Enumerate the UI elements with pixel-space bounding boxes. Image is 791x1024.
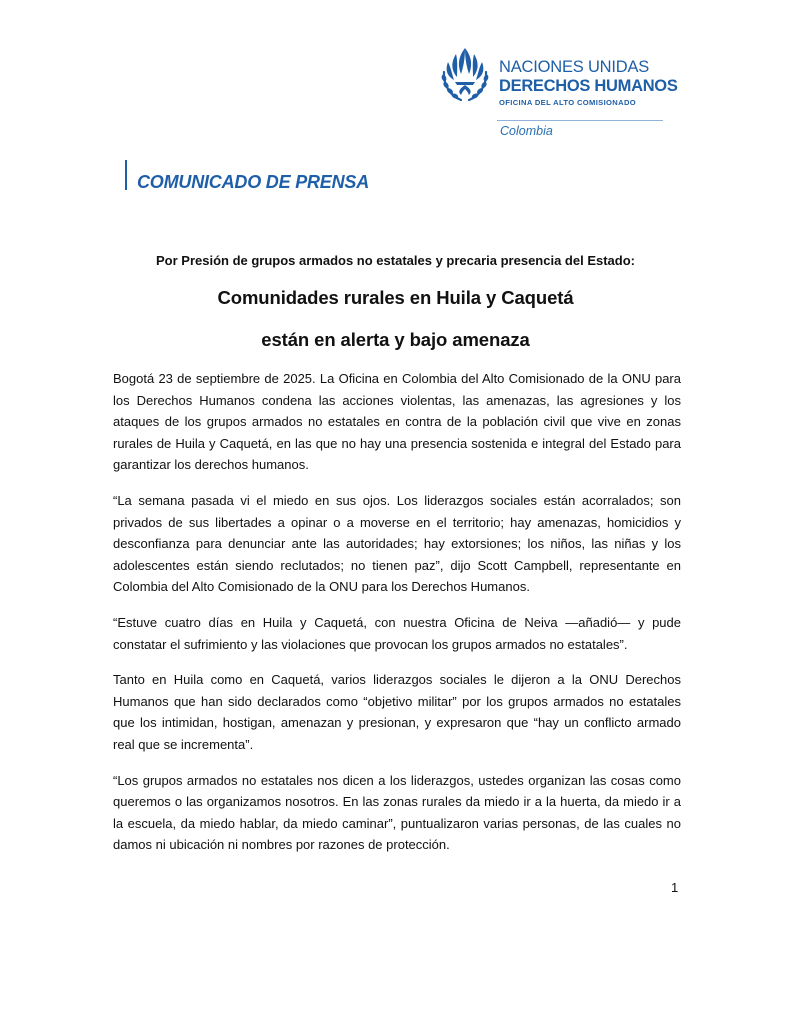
paragraph-2: “La semana pasada vi el miedo en sus ojos. Los liderazgos sociales están acorralados; son privados de sus libertades a opinar o a moverse en el territorio; hay amenazas, homicidios y desconfianza para denunciar ante las autoridades; hay extorsiones; los niños, las niñas y los adolescentes están siendo reclutados; no tienen paz”, dijo Scott Campbell, representante en Colombia del Alto Comisionado de la ONU para los Derechos Humanos. xyxy=(113,492,681,595)
press-release-label: COMUNICADO DE PRENSA xyxy=(137,172,370,192)
paragraph-3: “Estuve cuatro días en Huila y Caquetá, con nuestra Oficina de Neiva —añadió— y pude constatar el sufrimiento y las violaciones que provocan los grupos armados no estatales”. xyxy=(113,614,681,652)
paragraph-5: “Los grupos armados no estatales nos dicen a los liderazgos, ustedes organizan las cosas como queremos o las organizamos nosotros. En las zonas rurales da miedo ir a la huerta, da miedo ir a la escuela, da miedo hablar, da miedo caminar”, puntualizaron varias personas, de las cuales no damos ni ubicación ni nombres por razones de protección. xyxy=(113,772,681,853)
logo-line-derechos-humanos: DERECHOS HUMANOS xyxy=(499,77,678,95)
paragraph-1: Bogotá 23 de septiembre de 2025. La Oficina en Colombia del Alto Comisionado de la ONU para los Derechos Humanos condena las acciones violentas, las amenazas, las agresiones y los ataques de los grupos armados no estatales en contra de la población civil que vive en zonas rurales de Huila y Caquetá, en las que no hay una presencia sostenida e integral del Estado para garantizar los derechos humanos. xyxy=(113,371,681,473)
logo-divider xyxy=(497,120,663,121)
article-body xyxy=(113,368,681,870)
subheading: Por Presión de grupos armados no estatales y precaria presencia del Estado: xyxy=(155,253,635,268)
headline-line-2: están en alerta y bajo amenaza xyxy=(261,329,530,350)
press-label-bar xyxy=(125,160,127,190)
paragraph-4: Tanto en Huila como en Caquetá, varios liderazgos sociales le dijeron a la ONU Derechos Humanos que han sido declarados como “objetivo militar” por los grupos armados no estatales que los intimidan, hostigan, amenazan y presionan, y expresaron que “hay un conflicto armado real que se incrementa”. xyxy=(113,672,681,752)
logo-line-naciones-unidas: NACIONES UNIDAS xyxy=(499,58,650,76)
headline-line-1: Comunidades rurales en Huila y Caquetá xyxy=(217,287,574,308)
logo-line-oficina: OFICINA DEL ALTO COMISIONADO xyxy=(499,98,637,107)
un-emblem-icon xyxy=(437,44,493,106)
un-human-rights-logo xyxy=(437,42,678,142)
logo-country: Colombia xyxy=(500,124,553,138)
page-number: 1 xyxy=(671,880,679,895)
